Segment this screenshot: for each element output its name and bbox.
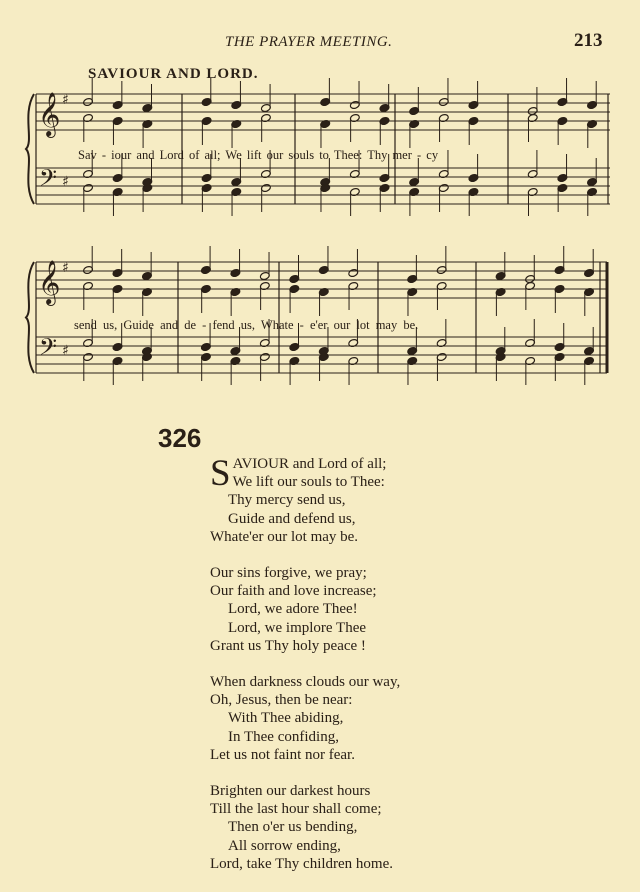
stanza-2 <box>210 564 400 655</box>
stanza-1 <box>210 455 400 546</box>
stanza-line: Brighten our darkest hours <box>210 783 371 800</box>
stanza-line: Whate'er our lot may be. <box>210 528 359 545</box>
key-signature-sharp: ♯ <box>62 260 69 276</box>
bass-clef: 𝄢 <box>39 164 58 197</box>
stanza-line: All sorrow ending, <box>228 837 341 854</box>
key-signature-sharp: ♯ <box>62 92 69 108</box>
stanza-line: With Thee abiding, <box>228 710 344 727</box>
hymn-text <box>210 455 400 891</box>
stanza-line: Oh, Jesus, then be near: <box>210 692 353 709</box>
running-head: THE PRAYER MEETING. <box>225 34 393 50</box>
stanza-line: Till the last hour shall come; <box>210 801 382 818</box>
stanza-line: Thy mercy send us, <box>228 492 346 509</box>
lyrics-line-2: send us, Guide and de - fend us, Whate - e'er our lot may be. <box>74 318 419 332</box>
stanza-line: Grant us Thy holy peace ! <box>210 637 366 654</box>
stanza-line: We lift our souls to Thee: <box>232 474 385 491</box>
brace <box>26 262 34 373</box>
stanza-line: Then o'er us bending, <box>228 819 358 836</box>
hymn-number: 326 <box>158 423 202 453</box>
music-score <box>0 0 640 420</box>
stanza-line: Let us not faint nor fear. <box>210 746 355 763</box>
stanza-line: Lord, we adore Thee! <box>228 601 358 618</box>
stanza-line: When darkness clouds our way, <box>210 674 401 691</box>
stanza-line: Our sins forgive, we pray; <box>210 565 367 582</box>
key-signature-sharp: ♯ <box>62 343 69 359</box>
stanza-line: Our faith and love increase; <box>210 583 377 600</box>
stanza-line: Lord, take Thy children home. <box>210 855 394 872</box>
drop-cap: S <box>210 453 231 494</box>
stanza-line: AVIOUR and Lord of all; <box>232 456 387 472</box>
tune-title: SAVIOUR AND LORD. <box>88 66 259 82</box>
stanza-3 <box>210 673 400 764</box>
page-number: 213 <box>574 30 603 51</box>
lyrics-line-1: Sav - iour and Lord of all; We lift our souls to Thee: Thy mer - cy <box>78 148 439 162</box>
stanza-line: In Thee confiding, <box>228 728 339 745</box>
bass-clef: 𝄢 <box>39 333 58 366</box>
stanza-line: Guide and defend us, <box>228 510 356 527</box>
stanza-line: Lord, we implore Thee <box>228 619 367 636</box>
treble-clef: 𝄞 <box>38 92 61 136</box>
treble-clef: 𝄞 <box>38 260 61 304</box>
stanza-4 <box>210 782 400 873</box>
key-signature-sharp: ♯ <box>62 174 69 190</box>
brace <box>26 94 34 204</box>
